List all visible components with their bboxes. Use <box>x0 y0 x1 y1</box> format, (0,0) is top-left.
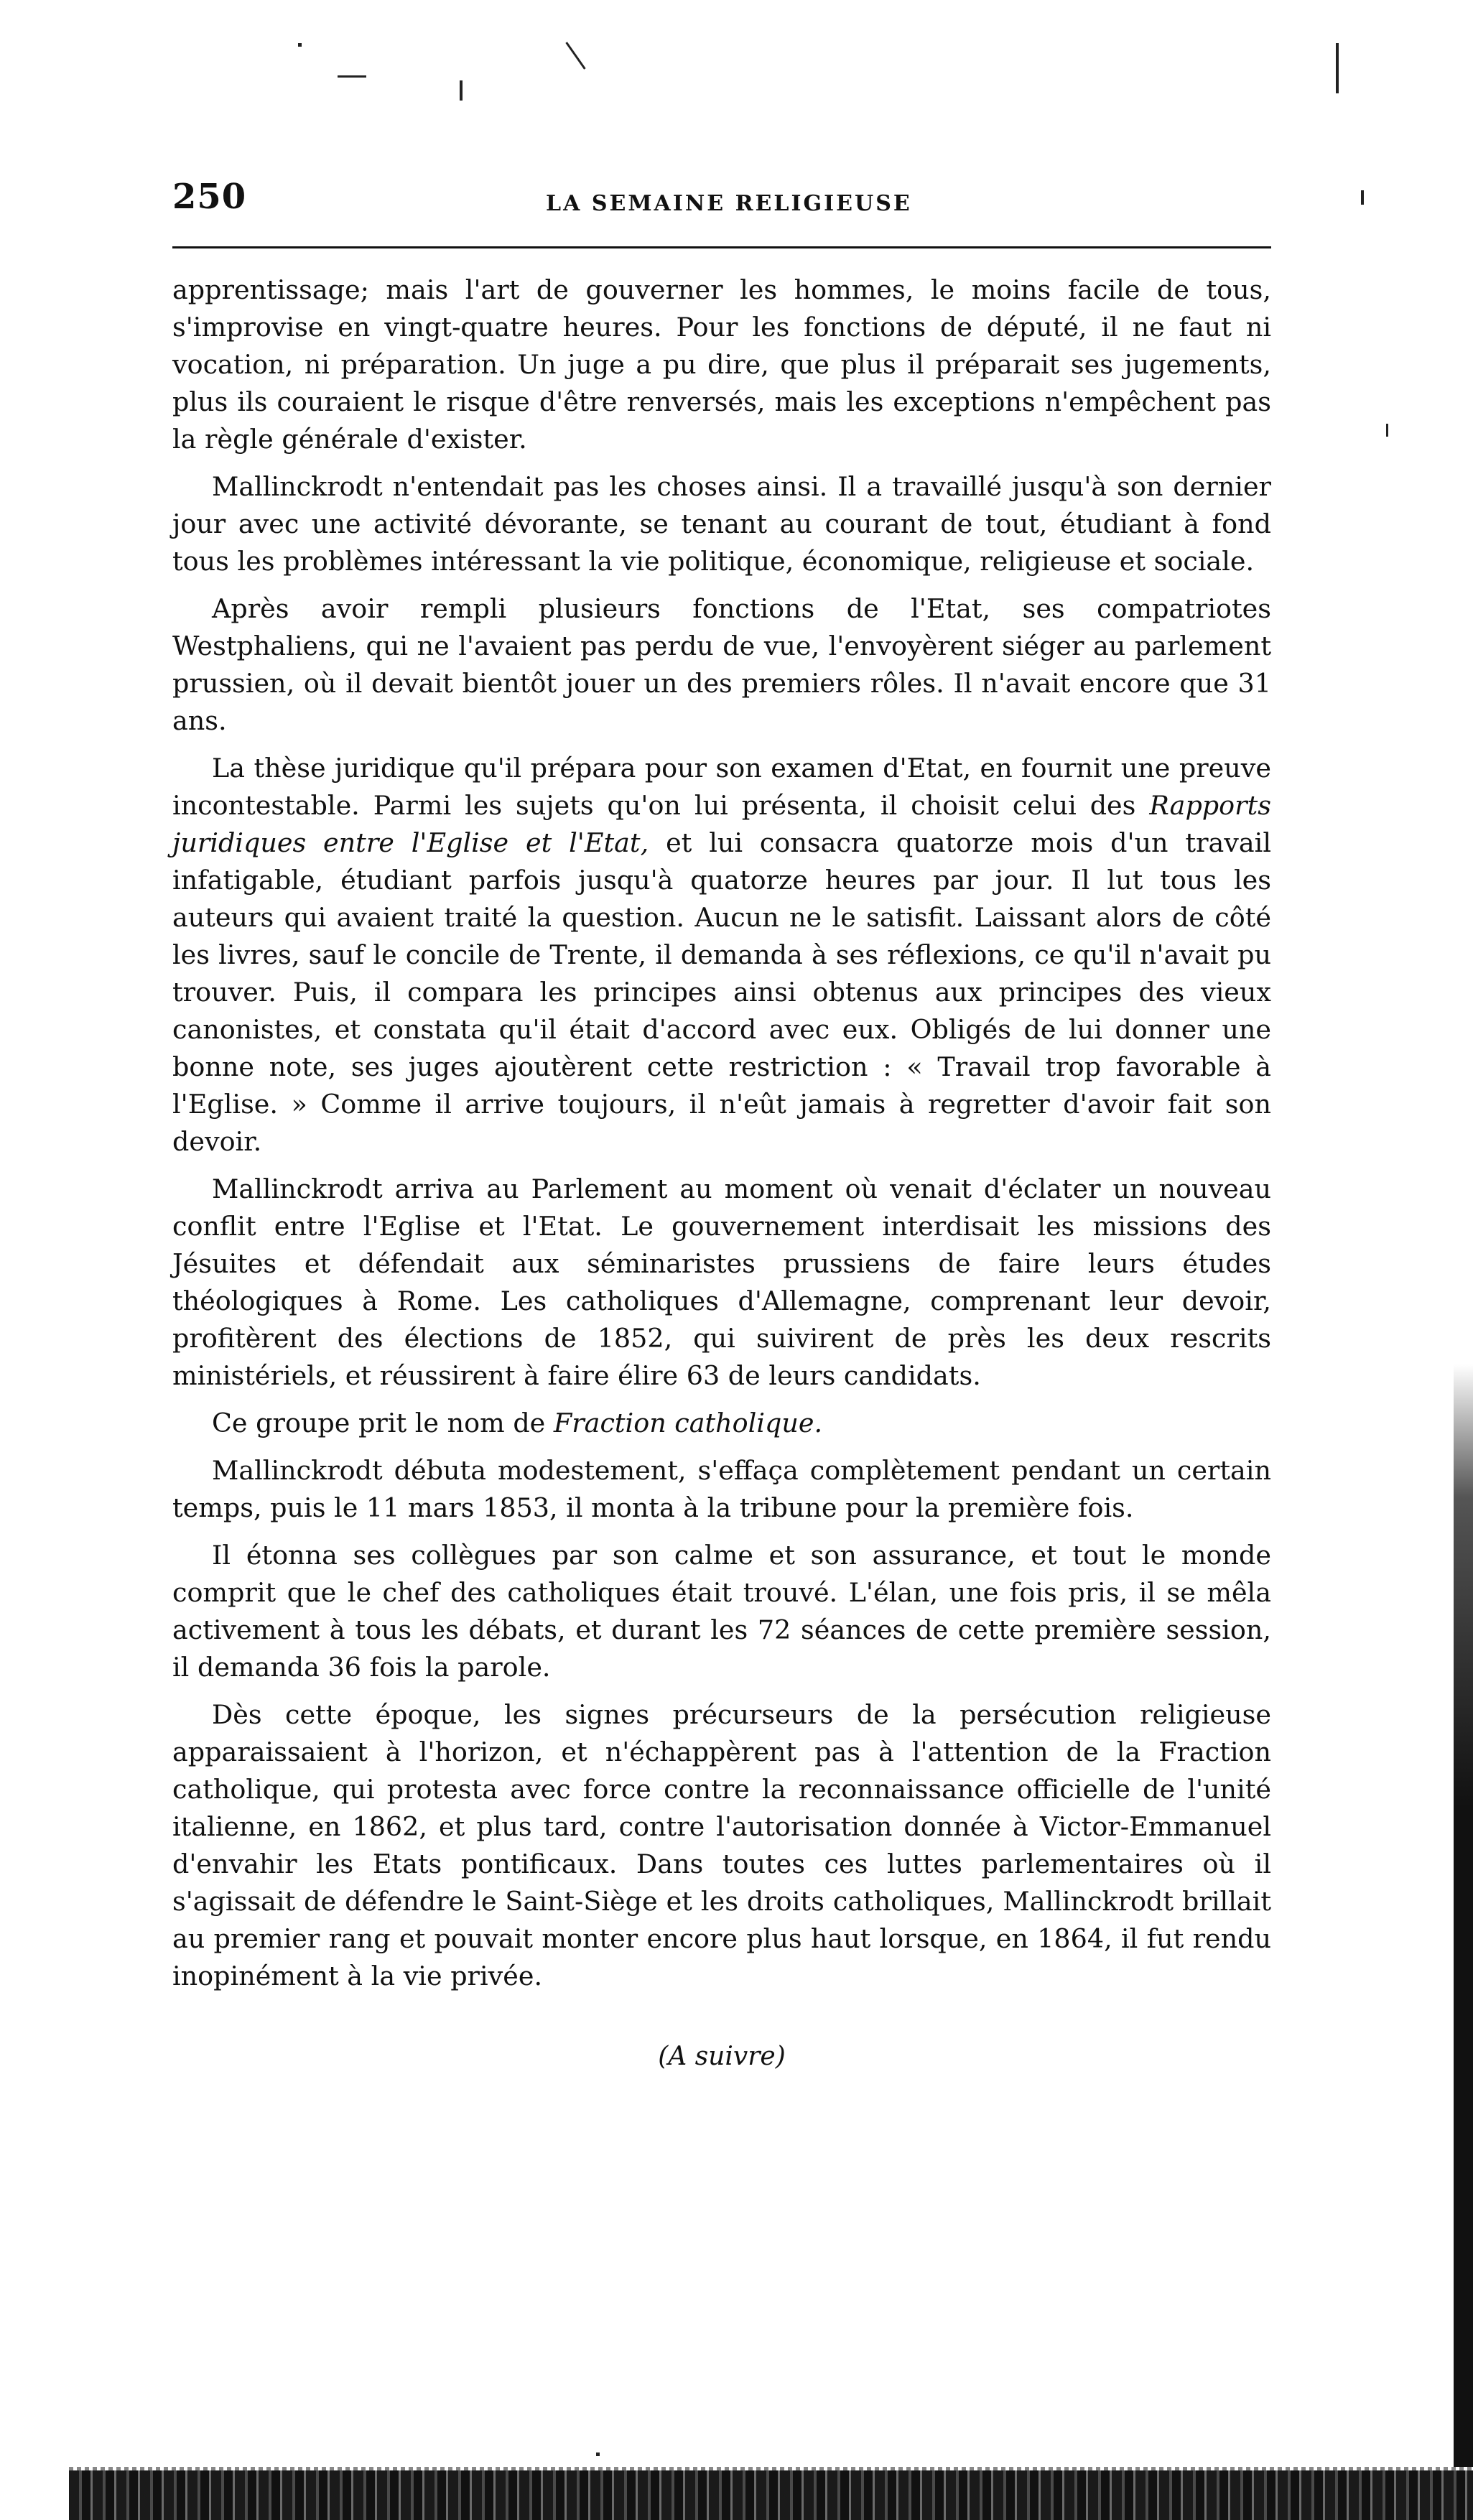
paragraph-8: Il étonna ses collègues par son calme et son assurance, et tout le monde comprit que le chef des catholiques était trouvé. L'élan, une fois pris, il se mêla activement à tous les débats, et durant les 72 séances de cette première session, il demanda 36 fois la parole. <box>172 1540 1271 1683</box>
scan-speck <box>1336 43 1339 93</box>
paragraph-4 <box>172 750 1271 1161</box>
page-header <box>172 177 1271 227</box>
paragraph-2: Mallinckrodt n'entendait pas les choses ainsi. Il a travaillé jusqu'à son dernier jour avec une activité dévorante, se tenant au courant de tout, étudiant à fond tous les problèmes intéressant la vie politique, économique, religieuse et sociale. <box>172 471 1271 577</box>
paragraph-4-part-1: La thèse juridique qu'il prépara pour son examen d'Etat, en fournit une preuve incontestable. Parmi les sujets qu'on lui présenta, il choisit celui des <box>172 753 1271 821</box>
scan-bottom-band <box>69 2470 1473 2520</box>
scan-speck <box>460 80 463 101</box>
scan-speck <box>338 75 366 78</box>
thesis-title: Rapports juridiques entre l'Eglise et l'Etat, <box>172 790 1271 858</box>
paragraph-3: Après avoir rempli plusieurs fonctions de l'Etat, ses compatriotes Westphaliens, qui ne l'avaient pas perdu de vue, l'envoyèrent siéger au parlement prussien, où il devait bientôt jouer un des premiers rôles. Il n'avait encore que 31 ans. <box>172 593 1271 736</box>
page-number: 250 <box>172 177 247 217</box>
paragraph-6 <box>172 1405 1271 1442</box>
running-title: LA SEMAINE RELIGIEUSE <box>546 191 912 216</box>
scan-speck <box>298 43 302 47</box>
group-name: Fraction catholique. <box>553 1408 823 1438</box>
paragraph-6-part-1: Ce groupe prit le nom de <box>212 1408 546 1438</box>
scan-speck <box>596 2452 600 2456</box>
scan-speck <box>1386 424 1388 437</box>
continuation-note: (A suivre) <box>658 2042 786 2071</box>
paragraph-1: apprentissage; mais l'art de gouverner les hommes, le moins facile de tous, s'improvise en vingt-quatre heures. Pour les fonctions de député, il ne faut ni vocation, ni préparation. Un juge a pu dire, que plus il préparait ses jugements, plus ils couraient le risque d'être renversés, mais les exceptions n'empêchent pas la règle générale d'exister. <box>172 274 1271 455</box>
article-body <box>172 271 1271 2075</box>
scan-speck <box>1361 190 1364 205</box>
paragraph-7: Mallinckrodt débuta modestement, s'effaça complètement pendant un certain temps, puis le 11 mars 1853, il monta à la tribune pour la première fois. <box>172 1455 1271 1523</box>
paragraph-5: Mallinckrodt arriva au Parlement au moment où venait d'éclater un nouveau conflit entre l'Eglise et l'Etat. Le gouvernement interdisait les missions des Jésuites et défendait aux séminaristes prussiens de faire leurs études théologiques à Rome. Les catholiques d'Allemagne, comprenant leur devoir, profitèrent des élections de 1852, qui suivirent de près les deux rescrits ministériels, et réussirent à faire élire 63 de leurs candidats. <box>172 1173 1271 1391</box>
scan-edge-shadow <box>1454 1364 1473 2470</box>
header-rule <box>172 246 1271 248</box>
scan-speck <box>565 42 585 70</box>
paragraph-9: Dès cette époque, les signes précurseurs de la persécution religieuse apparaissaient à l'horizon, et n'échappèrent pas à l'attention de la Fraction catholique, qui protesta avec force contre la reconnaissance officielle de l'unité italienne, en 1862, et plus tard, contre l'autorisation donnée à Victor-Emmanuel d'envahir les Etats pontificaux. Dans toutes ces luttes parlementaires où il s'agissait de défendre le Saint-Siège et les droits catholiques, Mallinckrodt brillait au premier rang et pouvait monter encore plus haut lorsque, en 1864, il fut rendu inopinément à la vie privée. <box>172 1699 1271 1991</box>
paragraph-4-part-2: et lui consacra quatorze mois d'un travail infatigable, étudiant parfois jusqu'à quatorze heures par jour. Il lut tous les auteurs qui avaient traité la question. Aucun ne le satisfit. Laissant alors de côté les livres, sauf le concile de Trente, il demanda à ses réflexions, ce qu'il n'avait pu trouver. Puis, il compara les principes ainsi obtenus aux principes des vieux canonistes, et constata qu'il était d'accord avec eux. Obligés de lui donner une bonne note, ses juges ajoutèrent cette restriction : « Travail trop favorable à l'Eglise. » Comme il arrive toujours, il n'eût jamais à regretter d'avoir fait son devoir. <box>172 827 1272 1157</box>
